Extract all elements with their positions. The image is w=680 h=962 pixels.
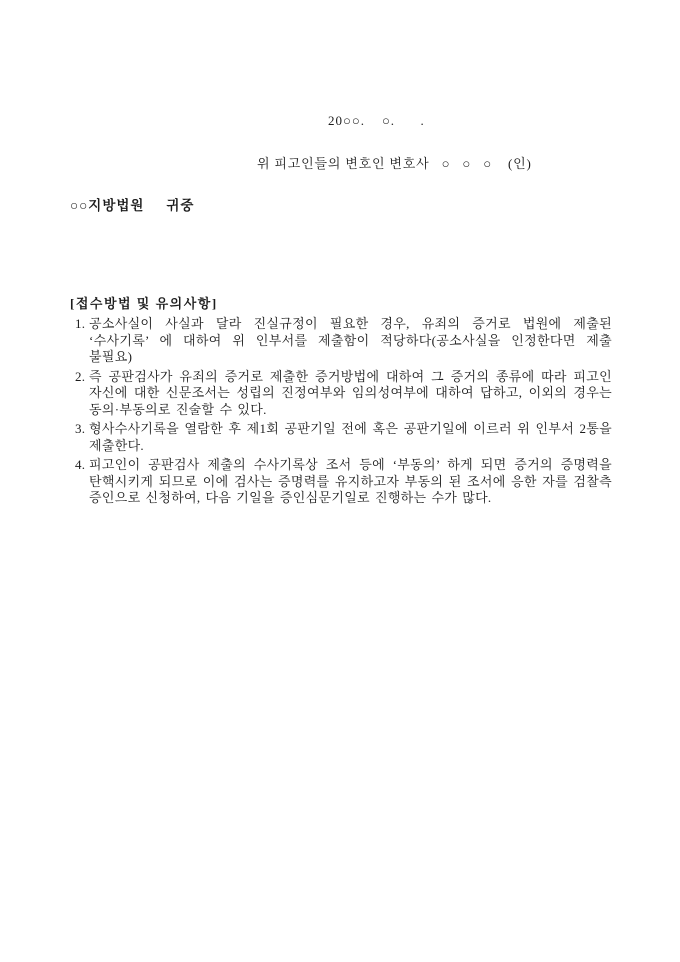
- notice-section: [68, 296, 612, 507]
- notice-item-number: 1.: [75, 316, 86, 331]
- notice-item-text: 피고인이 공판검사 제출의 수사기록상 조서 등에 ‘부동의’ 하게 되면 증거의 증명력을 탄핵시키게 되므로 이에 검사는 증명력를 유지하고자 부동의 된 조서에 응한 자를 검찰측 증인으로 신청하여, 다음 기일을 증인심문기일로 진행하는 수가 많다.: [89, 457, 612, 505]
- date-line: 20○○. ○. .: [328, 113, 425, 128]
- notice-item: [68, 421, 612, 454]
- notice-item-text: 공소사실이 사실과 달라 진실규정이 필요한 경우, 유죄의 증거로 법원에 제출된 ‘수사기록’ 에 대하여 위 인부서를 제출함이 적당하다(공소사실을 인정한다면 제출 불필요): [89, 316, 612, 364]
- notice-item-number: 3.: [75, 421, 86, 436]
- notice-item: [68, 316, 612, 366]
- notice-item-number: 4.: [75, 457, 86, 472]
- notice-title: [접수방법 및 유의사항]: [70, 296, 218, 311]
- recipient-court-line: ○○지방법원 귀중: [70, 198, 195, 213]
- notice-item-number: 2.: [75, 368, 86, 384]
- notice-list: [68, 316, 612, 507]
- notice-item: [68, 457, 612, 507]
- signature-line: 위 피고인들의 변호인 변호사 ○ ○ ○ (인): [257, 156, 532, 171]
- notice-item: [68, 369, 612, 419]
- notice-item-text: 즉 공판검사가 유죄의 증거로 제출한 증거방법에 대하여 그 증거의 종류에 따라 피고인 자신에 대한 신문조서는 성립의 진정여부와 임의성여부에 대하여 답하고, 이외의 경우는 동의·부동의로 진술할 수 있다.: [89, 368, 612, 417]
- notice-item-text: 형사수사기록을 열람한 후 제1회 공판기일 전에 혹은 공판기일에 이르러 위 인부서 2통을 제출한다.: [89, 421, 612, 453]
